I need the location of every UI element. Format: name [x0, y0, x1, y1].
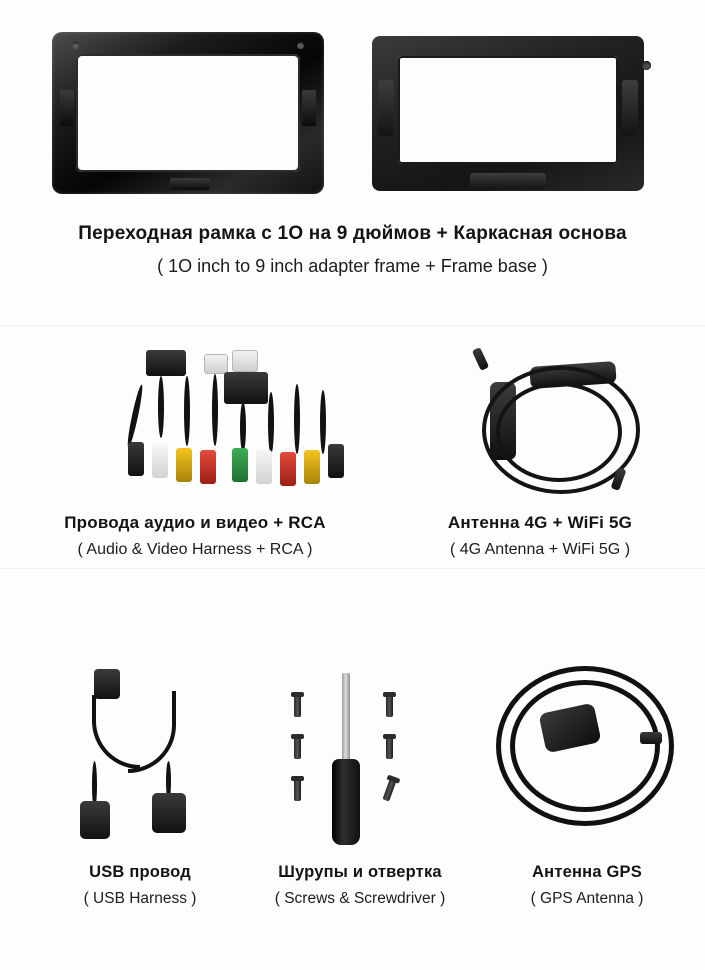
screw — [294, 779, 301, 801]
frame-base-tab-bottom — [470, 173, 546, 189]
antenna-sma-connector — [472, 347, 489, 371]
harness-wire — [158, 376, 164, 438]
rca-plug-red — [200, 450, 216, 484]
caption-en: ( 1O inch to 9 inch adapter frame + Frame base ) — [157, 255, 548, 276]
frame-base-tab-left — [378, 80, 394, 136]
screwdriver-handle — [332, 759, 360, 845]
section-frames — [0, 0, 705, 300]
harness-wire — [212, 374, 218, 446]
caption-en: ( GPS Antenna ) — [530, 889, 644, 907]
caption-gps-antenna — [482, 862, 692, 908]
rca-plug-yellow — [176, 448, 192, 482]
screw — [294, 737, 301, 759]
caption-ru: Шурупы и отвертка — [278, 863, 442, 881]
screws-screwdriver-image — [270, 665, 450, 855]
frame-clip-bottom — [170, 178, 210, 190]
frame-screw-hole — [297, 42, 304, 49]
caption-ru: Антенна 4G + WiFi 5G — [447, 513, 633, 532]
caption-ru: Провода аудио и видео + RCA — [64, 513, 326, 532]
screw — [382, 778, 396, 801]
rca-plug-white — [152, 444, 168, 478]
caption-en: ( USB Harness ) — [83, 889, 197, 907]
frame-base-opening — [398, 56, 618, 164]
harness-connector-black — [146, 350, 186, 376]
rca-plug-yellow — [304, 450, 320, 484]
harness-wire — [320, 390, 326, 454]
harness-wire — [268, 392, 274, 454]
gps-connector — [640, 732, 662, 744]
frame-base-screw — [642, 61, 651, 70]
frame-base-image — [372, 36, 644, 191]
screw — [386, 695, 393, 717]
harness-wire — [125, 384, 144, 448]
caption-en: ( Screws & Screwdriver ) — [274, 889, 446, 907]
antenna-cable-loop — [496, 382, 622, 482]
caption-en: ( 4G Antenna + WiFi 5G ) — [449, 541, 631, 559]
section-harness-antenna — [0, 312, 705, 602]
frame-screw-hole — [72, 42, 79, 49]
harness-wire — [240, 402, 246, 452]
rca-plug-white — [256, 450, 272, 484]
caption-audio-video-harness — [10, 512, 380, 560]
rca-plug-red — [280, 452, 296, 486]
caption-ru: Переходная рамка с 1O на 9 дюймов + Каркасная основа — [78, 223, 627, 244]
4g-wifi-antenna-image — [468, 342, 698, 527]
harness-connector-iso — [224, 372, 268, 404]
frame-clip-left — [60, 90, 74, 126]
caption-en: ( Audio & Video Harness + RCA ) — [77, 541, 313, 559]
usb-connector-female — [152, 793, 186, 833]
caption-ru: USB провод — [89, 863, 191, 881]
rca-plug-black — [328, 444, 344, 478]
caption-usb-harness — [40, 862, 240, 908]
gps-cable-loop — [510, 680, 660, 812]
caption-screws-screwdriver — [236, 862, 484, 908]
frame-base-tab-right — [622, 80, 638, 136]
screwdriver-shaft — [342, 673, 350, 761]
frame-opening — [76, 54, 300, 172]
caption-ru: Антенна GPS — [532, 863, 642, 881]
harness-connector-white — [232, 350, 258, 372]
caption-4g-wifi-antenna — [380, 512, 700, 560]
harness-wire — [184, 376, 190, 446]
frame-clip-right — [302, 90, 316, 126]
usb-connector-a — [80, 801, 110, 839]
rca-plug-black — [128, 442, 144, 476]
screw — [386, 737, 393, 759]
adapter-frame-glossy-image — [52, 32, 324, 194]
screw — [294, 695, 301, 717]
section-accessories — [0, 640, 705, 960]
caption-adapter-frame — [0, 222, 705, 277]
rca-plug-green — [232, 448, 248, 482]
audio-video-harness-image — [122, 344, 382, 524]
harness-connector-white — [204, 354, 228, 374]
harness-wire — [294, 384, 300, 454]
gps-antenna-image — [490, 660, 680, 850]
usb-harness-image — [70, 665, 250, 845]
